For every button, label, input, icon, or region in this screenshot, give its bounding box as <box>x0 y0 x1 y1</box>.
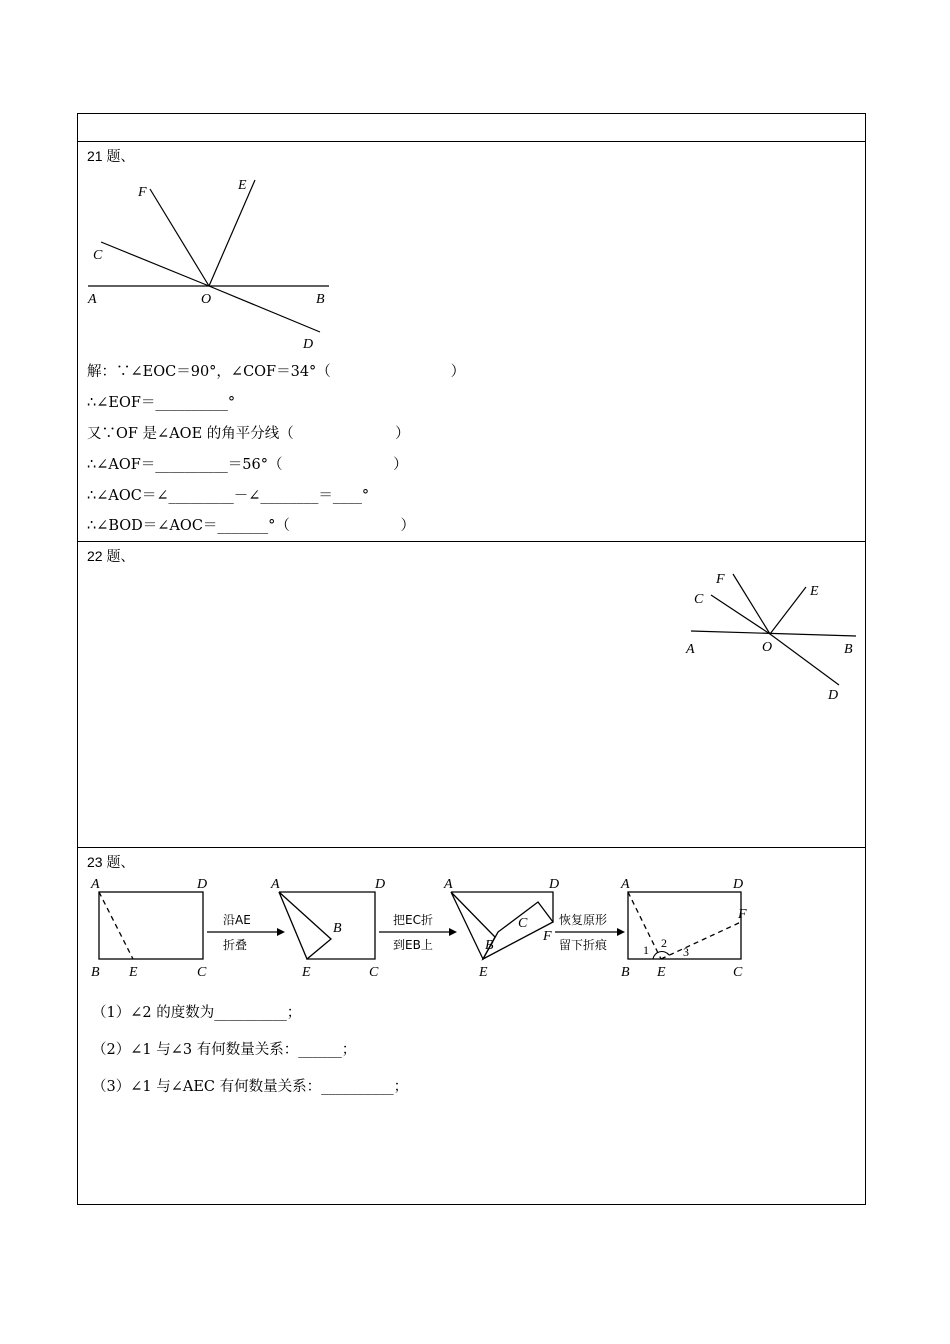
q23-angle-1: 1 <box>643 943 649 957</box>
q23-arrow2-top: 把EC折 <box>393 913 433 927</box>
q23-p3-label-B: B <box>485 938 494 953</box>
q22-label-E: E <box>810 584 819 599</box>
q23-arrow1-bottom: 折叠 <box>223 938 248 952</box>
q22-angle-figure <box>676 562 866 712</box>
q21-label-C: C <box>93 248 103 263</box>
q23-p2-label-A: A <box>271 877 280 892</box>
q23-p2-label-D: D <box>375 877 386 892</box>
q23-arrow2-bottom: 到EB上 <box>393 938 433 952</box>
q21-label-A: A <box>88 292 97 307</box>
q21-solution-line: 解：∵∠EOC＝90°，∠COF＝34°（ ） <box>87 364 466 380</box>
question-table <box>77 113 866 1205</box>
q23-p3-label-E: E <box>479 965 488 980</box>
q21-label-O: O <box>201 292 212 307</box>
q22-label-O: O <box>762 640 773 655</box>
q23-p4-label-A: A <box>621 877 630 892</box>
q23-subquestion-3: （3）∠1 与∠AEC 有何数量关系：__________； <box>92 1079 409 1095</box>
q23-p2-label-C: C <box>369 965 379 980</box>
table-header-row <box>78 114 865 141</box>
q21-solution-line: ∴∠EOF＝__________° <box>87 395 236 411</box>
q21-label-D: D <box>303 337 314 352</box>
q23-p1-label-C: C <box>197 965 207 980</box>
q21-solution-line: ∴∠AOC＝∠_________－∠________＝____° <box>87 488 370 504</box>
q21-label-F: F <box>138 185 147 200</box>
q22-label-B: B <box>844 642 853 657</box>
q21-angle-figure <box>83 172 343 352</box>
q23-subquestion-2: （2）∠1 与∠3 有何数量关系：______； <box>92 1042 357 1058</box>
q23-p3-label-F: F <box>543 929 552 944</box>
q21-solution-line: ∴∠AOF＝__________＝56°（ ） <box>87 457 408 473</box>
q23-arrow1-top: 沿AE <box>223 913 251 927</box>
q23-p1-label-E: E <box>129 965 138 980</box>
q21-label-B: B <box>316 292 325 307</box>
q22-label-A: A <box>686 642 695 657</box>
question-23-label: 23 题、 <box>87 854 135 870</box>
q23-p4-label-F: F <box>738 907 747 922</box>
question-22-label: 22 题、 <box>87 548 135 564</box>
q22-label-C: C <box>694 592 704 607</box>
q23-folding-figure <box>83 874 773 986</box>
q23-p2-label-E: E <box>302 965 311 980</box>
q21-solution-line: ∴∠BOD＝∠AOC＝_______°（ ） <box>87 518 416 534</box>
q23-p1-label-A: A <box>91 877 100 892</box>
q21-label-E: E <box>238 178 247 193</box>
q23-arrow3-bottom: 留下折痕 <box>559 938 608 952</box>
q23-p1-label-B: B <box>91 965 100 980</box>
q23-p3-label-C: C <box>518 916 528 931</box>
q23-p4-label-C: C <box>733 965 743 980</box>
question-21-cell <box>78 141 865 541</box>
q23-p2-label-B: B <box>333 921 342 936</box>
q21-solution-line: 又∵OF 是∠AOE 的角平分线（ ） <box>87 426 410 442</box>
q22-label-F: F <box>716 572 725 587</box>
q23-angle-2: 2 <box>661 936 667 950</box>
question-21-label: 21 题、 <box>87 148 135 164</box>
q23-p3-label-A: A <box>444 877 453 892</box>
q23-angle-3: 3 <box>683 945 689 959</box>
q23-p4-label-D: D <box>733 877 744 892</box>
q23-p3-label-D: D <box>549 877 560 892</box>
question-22-cell <box>78 541 865 847</box>
q23-p1-label-D: D <box>197 877 208 892</box>
q23-subquestion-1: （1）∠2 的度数为__________； <box>92 1005 302 1021</box>
question-23-cell <box>78 847 865 1206</box>
q22-label-D: D <box>828 688 839 703</box>
q23-p4-label-B: B <box>621 965 630 980</box>
q23-p4-label-E: E <box>657 965 666 980</box>
q23-arrow3-top: 恢复原形 <box>559 913 608 927</box>
